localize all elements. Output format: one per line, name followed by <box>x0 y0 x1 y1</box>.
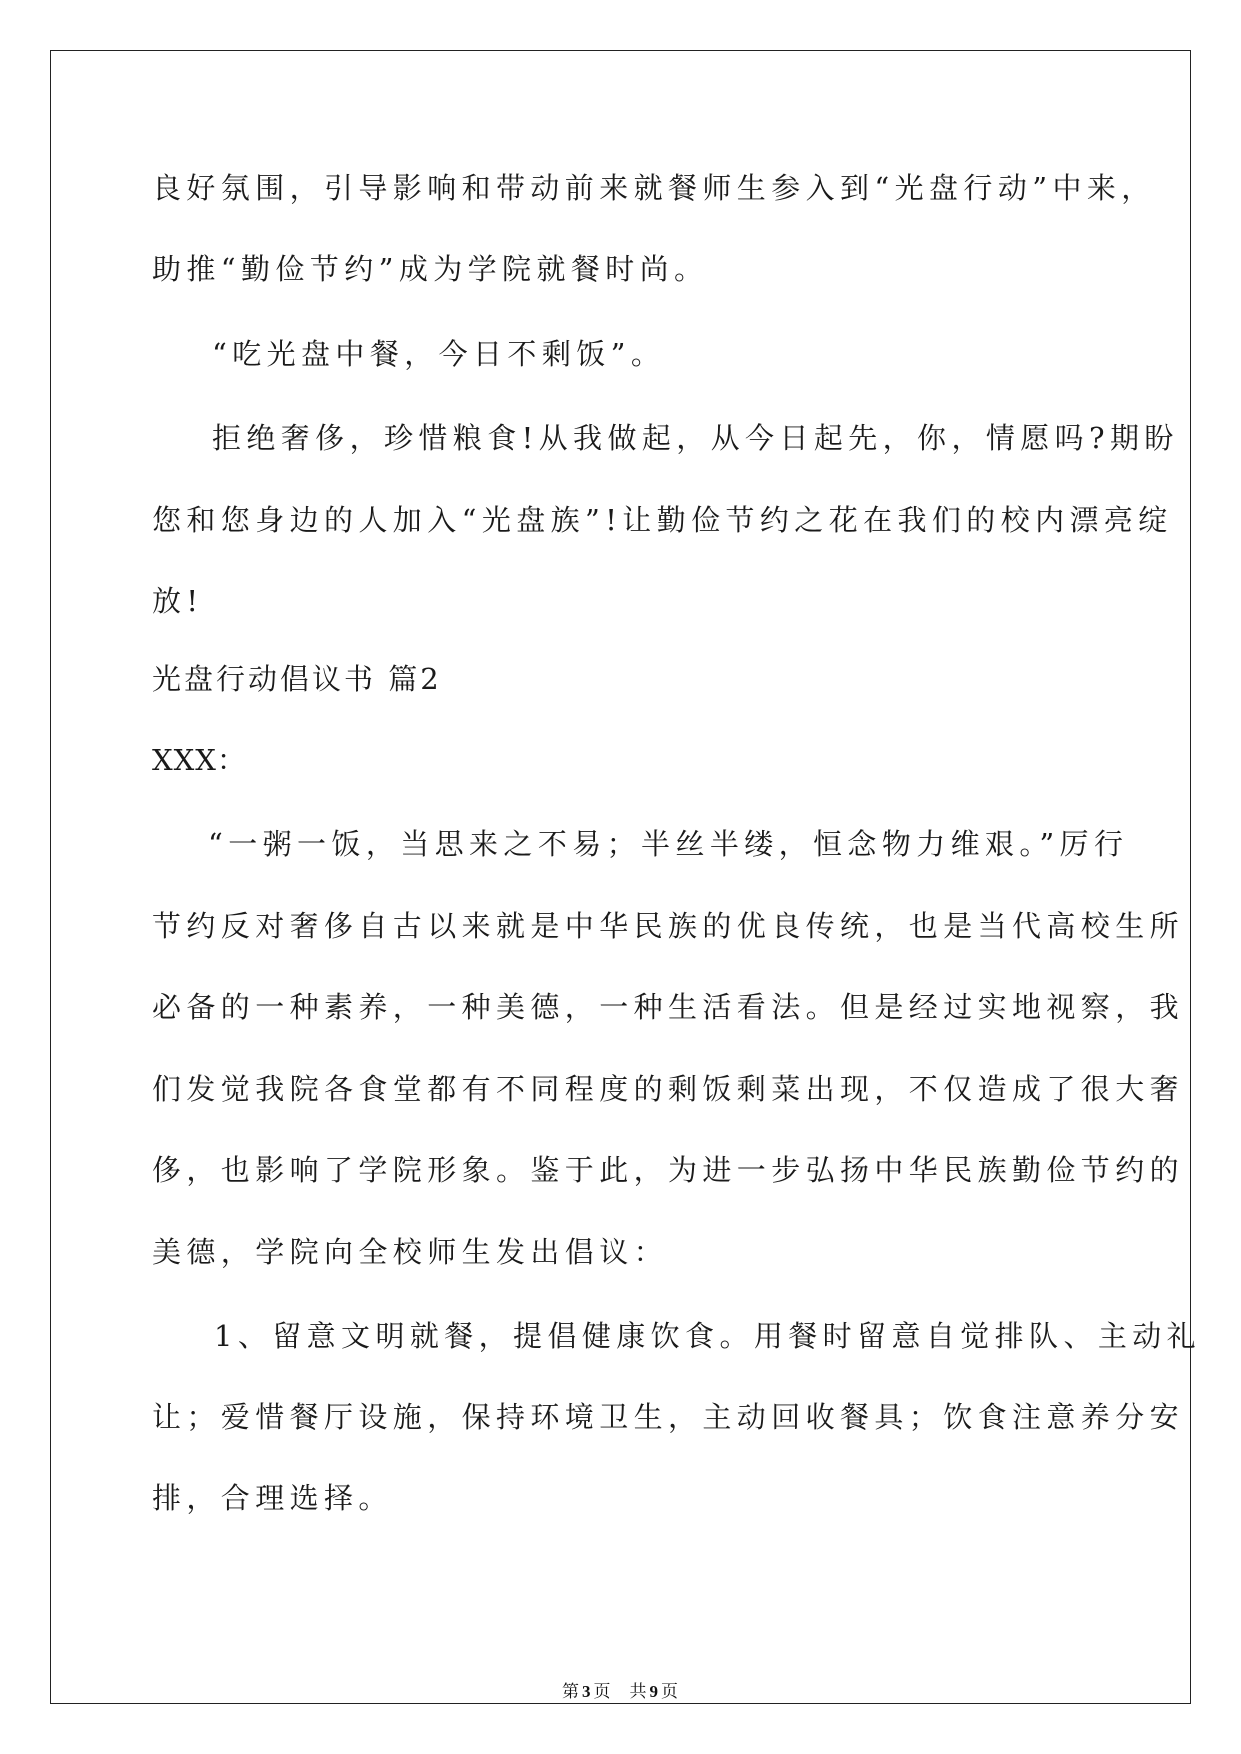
salutation: XXX： <box>152 743 247 777</box>
paragraph-line: “一粥一饭，当思来之不易；半丝半缕，恒念物力维艰。”厉行 <box>208 827 1129 861</box>
page-current: 3 <box>582 1682 592 1701</box>
paragraph-line: 让；爱惜餐厅设施，保持环境卫生，主动回收餐具；饮食注意养分安 <box>152 1400 1185 1434</box>
total-prefix: 共 <box>629 1682 648 1701</box>
total-suffix: 页 <box>661 1682 679 1701</box>
paragraph-line: 助推“勤俭节约”成为学院就餐时尚。 <box>152 252 709 286</box>
paragraph-line: 良好氛围，引导影响和带动前来就餐师生参入到“光盘行动”中来， <box>152 171 1156 205</box>
page-footer <box>0 1677 1241 1702</box>
paragraph-line: 必备的一种素养，一种美德，一种生活看法。但是经过实地视察，我 <box>152 990 1185 1024</box>
page-border <box>50 50 1191 1704</box>
paragraph-line: 们发觉我院各食堂都有不同程度的剩饭剩菜出现，不仅造成了很大奢 <box>152 1072 1185 1106</box>
list-item-line: 1、留意文明就餐，提倡健康饮食。用餐时留意自觉排队、主动礼 <box>214 1319 1202 1353</box>
paragraph-line: 您和您身边的人加入“光盘族”!让勤俭节约之花在我们的校内漂亮绽 <box>152 503 1173 537</box>
section-heading: 光盘行动倡议书 篇2 <box>152 662 442 696</box>
paragraph-line: 节约反对奢侈自古以来就是中华民族的优良传统，也是当代高校生所 <box>152 909 1185 943</box>
page-prefix: 第 <box>562 1682 580 1701</box>
page-suffix: 页 <box>593 1682 612 1701</box>
quote-line: “吃光盘中餐，今日不剩饭”。 <box>212 337 666 371</box>
paragraph-line: 侈，也影响了学院形象。鉴于此，为进一步弘扬中华民族勤俭节约的 <box>152 1153 1185 1187</box>
paragraph-line: 放! <box>152 584 204 618</box>
paragraph-line: 排，合理选择。 <box>152 1481 393 1515</box>
page-total: 9 <box>649 1682 659 1701</box>
paragraph-line: 拒绝奢侈，珍惜粮食!从我做起，从今日起先，你，情愿吗?期盼 <box>212 421 1179 455</box>
paragraph-line: 美德，学院向全校师生发出倡议： <box>152 1235 669 1269</box>
